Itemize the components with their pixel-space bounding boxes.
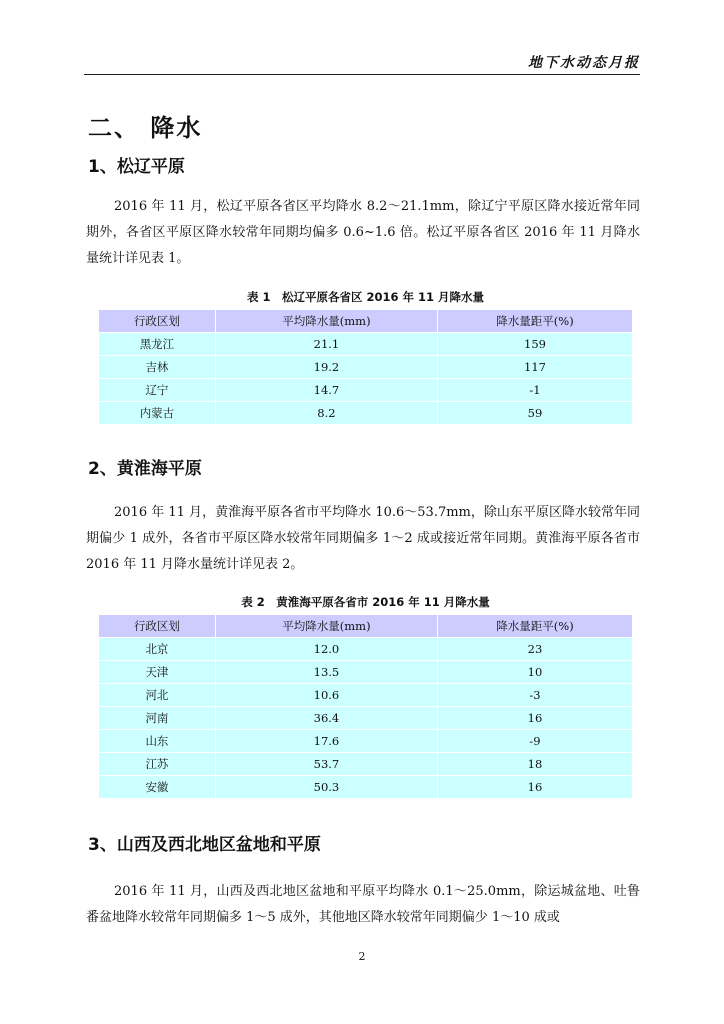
paragraph-huanghuaihai: 2016 年 11 月，黄淮海平原各省市平均降水 10.6～53.7mm，除山东平原区降水较常年同期偏少 1 成外，各省市平原区降水较常年同期偏多 1～2 成或接近常年同期。黄淮海平原各省市 2016 年 11 月降水量统计详见表 2。: [86, 505, 640, 572]
table-cell: 江苏: [99, 753, 216, 776]
table-cell: 辽宁: [99, 379, 216, 402]
table-cell: 10.6: [215, 684, 437, 707]
table-cell: 黑龙江: [99, 333, 216, 356]
table-cell: 50.3: [215, 776, 437, 799]
table-row: [99, 753, 633, 776]
paragraph-songliao: 2016 年 11 月，松辽平原各省区平均降水 8.2～21.1mm，除辽宁平原区降水接近常年同期外，各省区平原区降水较常年同期均偏多 0.6~1.6 倍。松辽平原各省区 2016 年 11 月降水量统计详见表 1。: [86, 199, 640, 266]
heading-songliao: 1、松辽平原: [88, 157, 185, 177]
table-cell: 18: [437, 753, 632, 776]
table-row: [99, 638, 633, 661]
column-header: 平均降水量(mm): [215, 615, 437, 638]
table-cell: 安徽: [99, 776, 216, 799]
table-cell: 19.2: [215, 356, 437, 379]
table-cell: 山东: [99, 730, 216, 753]
table-cell: -9: [437, 730, 632, 753]
table-cell: 12.0: [215, 638, 437, 661]
column-header: 行政区划: [99, 615, 216, 638]
page-header-title: 地下水动态月报: [528, 55, 640, 71]
table-row: [99, 730, 633, 753]
table-cell: 河北: [99, 684, 216, 707]
table-cell: 北京: [99, 638, 216, 661]
table-cell: 河南: [99, 707, 216, 730]
table-cell: 14.7: [215, 379, 437, 402]
table-row: [99, 333, 633, 356]
column-header: 行政区划: [99, 310, 216, 333]
table-row: [99, 379, 633, 402]
table-cell: 13.5: [215, 661, 437, 684]
section-title: 二、 降水: [88, 114, 203, 142]
table-cell: 117: [437, 356, 632, 379]
table-2: [98, 614, 633, 799]
heading-huanghuaihai: 2、黄淮海平原: [88, 459, 202, 479]
table-cell: 21.1: [215, 333, 437, 356]
table-cell: 10: [437, 661, 632, 684]
table-1-caption: 表 1 松辽平原各省区 2016 年 11 月降水量: [246, 290, 485, 304]
table-cell: 内蒙古: [99, 402, 216, 425]
table-cell: 吉林: [99, 356, 216, 379]
table-header-row: [99, 310, 633, 333]
table-cell: -1: [437, 379, 632, 402]
table-row: [99, 776, 633, 799]
table-cell: 159: [437, 333, 632, 356]
table-cell: 23: [437, 638, 632, 661]
table-2-caption: 表 2 黄淮海平原各省市 2016 年 11 月降水量: [241, 595, 490, 609]
table-cell: 17.6: [215, 730, 437, 753]
table-cell: 天津: [99, 661, 216, 684]
table-cell: 16: [437, 707, 632, 730]
column-header: 降水量距平(%): [437, 615, 632, 638]
table-cell: 16: [437, 776, 632, 799]
table-cell: 8.2: [215, 402, 437, 425]
page-number: 2: [358, 950, 366, 963]
table-cell: 36.4: [215, 707, 437, 730]
table-row: [99, 684, 633, 707]
table-cell: -3: [437, 684, 632, 707]
paragraph-shanxi-northwest: 2016 年 11 月，山西及西北地区盆地和平原平均降水 0.1～25.0mm，除运城盆地、吐鲁番盆地降水较常年同期偏多 1～5 成外，其他地区降水较常年同期偏少 1～10 成或: [86, 884, 640, 925]
column-header: 降水量距平(%): [437, 310, 632, 333]
header-rule: [84, 74, 640, 75]
table-1: [98, 309, 633, 425]
table-row: [99, 707, 633, 730]
table-row: [99, 402, 633, 425]
heading-shanxi-northwest: 3、山西及西北地区盆地和平原: [88, 835, 321, 855]
table-header-row: [99, 615, 633, 638]
table-row: [99, 661, 633, 684]
column-header: 平均降水量(mm): [215, 310, 437, 333]
table-row: [99, 356, 633, 379]
table-cell: 59: [437, 402, 632, 425]
table-cell: 53.7: [215, 753, 437, 776]
